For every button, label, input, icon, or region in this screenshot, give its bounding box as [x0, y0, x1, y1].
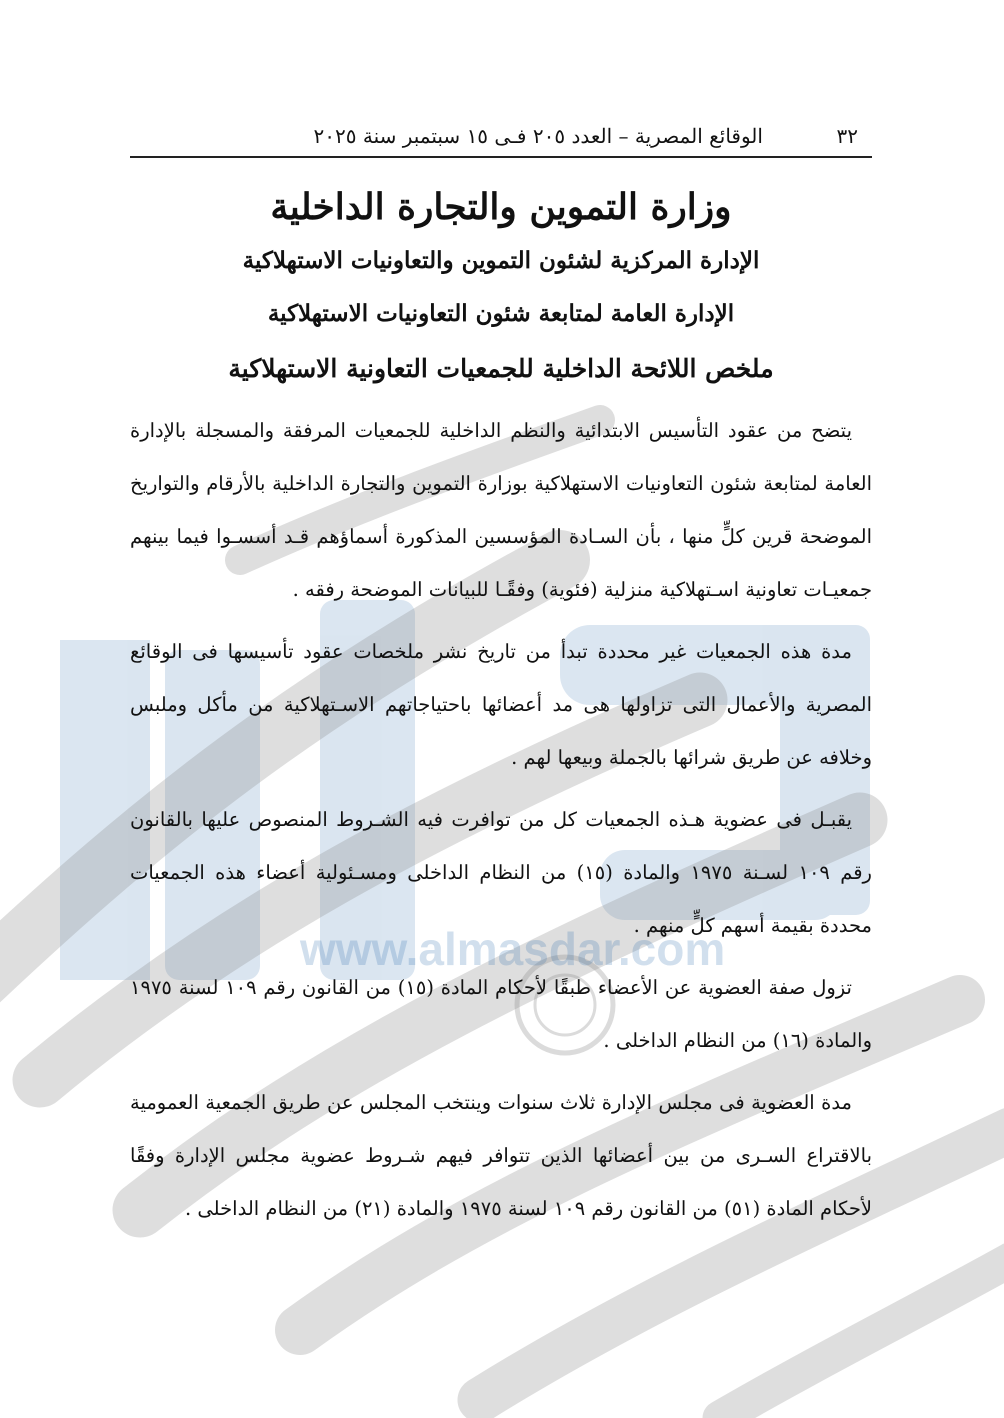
page-number: ٣٢: [836, 124, 858, 148]
general-administration-heading: الإدارة العامة لمتابعة شئون التعاونيات الاستهلاكية: [267, 300, 735, 327]
regulation-summary-heading: ملخص اللائحة الداخلية للجمعيات التعاونية الاستهلاكية: [228, 354, 774, 383]
ministry-title: وزارة التموين والتجارة الداخلية: [270, 186, 732, 228]
header-divider: [130, 156, 872, 158]
watermark-url: www.almasdar.com: [300, 923, 726, 975]
paragraph-membership-termination: تزول صفة العضوية عن الأعضاء طبقًا لأحكام المادة (١٥) من القانون رقم ١٠٩ لسنة ١٩٧٥ والمادة (١٦) من النظام الداخلى .: [130, 976, 872, 1052]
page-header: [130, 116, 872, 156]
paragraph-board-term: مدة العضوية فى مجلس الإدارة ثلاث سنوات وينتخب المجلس عن طريق الجمعية العمومية بالاقتراع السـرى من بين أعضائها الذين تتوافر فيهم شـروط عضوية مجلس الإدارة وفقًا لأحكام المادة (٥١) من القانون رقم ١٠٩ لسنة ١٩٧٥ والمادة (٢١) من النظام الداخلى .: [130, 1091, 872, 1220]
central-administration-heading: الإدارة المركزية لشئون التموين والتعاونيات الاستهلاكية: [242, 247, 760, 274]
publication-header: الوقائع المصرية – العدد ٢٠٥ فـى ١٥ سبتمبر سنة ٢٠٢٥: [313, 124, 763, 148]
paragraph-founding: يتضح من عقود التأسيس الابتدائية والنظم الداخلية للجمعيات المرفقة والمسجلة بالإدارة العامة لمتابعة شئون التعاونيات الاستهلاكية بوزارة التموين والتجارة الداخلية بالأرقام والتواريخ الموضحة قرين كلٍّ منها ، بأن السـادة المؤسسين المذكورة أسماؤهم قـد أسسـوا فيما بينهم جمعيـات تعاونية اسـتهلاكية منزلية (فئوية) وفقًـا للبيانات الموضحة رفقه .: [130, 419, 872, 601]
document-body: [130, 404, 872, 1244]
paragraph-duration: مدة هذه الجمعيات غير محددة تبدأ من تاريخ نشر ملخصات عقود تأسيسها فى الوقائع المصرية والأعمال التى تزاولها هى مد أعضائها باحتياجاتهم الاسـتهلاكية من مأكل وملبس وخلافه عن طريق شرائها بالجملة وبيعها لهم .: [130, 640, 872, 769]
paragraph-membership: يقبـل فى عضوية هـذه الجمعيات كل من توافرت فيه الشـروط المنصوص عليها بالقانون رقم ١٠٩ لسـنة ١٩٧٥ والمادة (١٥) من النظام الداخلى ومسـئولية أعضاء هذه الجمعيات محددة بقيمة أسهم كلٍّ منهم .: [130, 808, 872, 937]
